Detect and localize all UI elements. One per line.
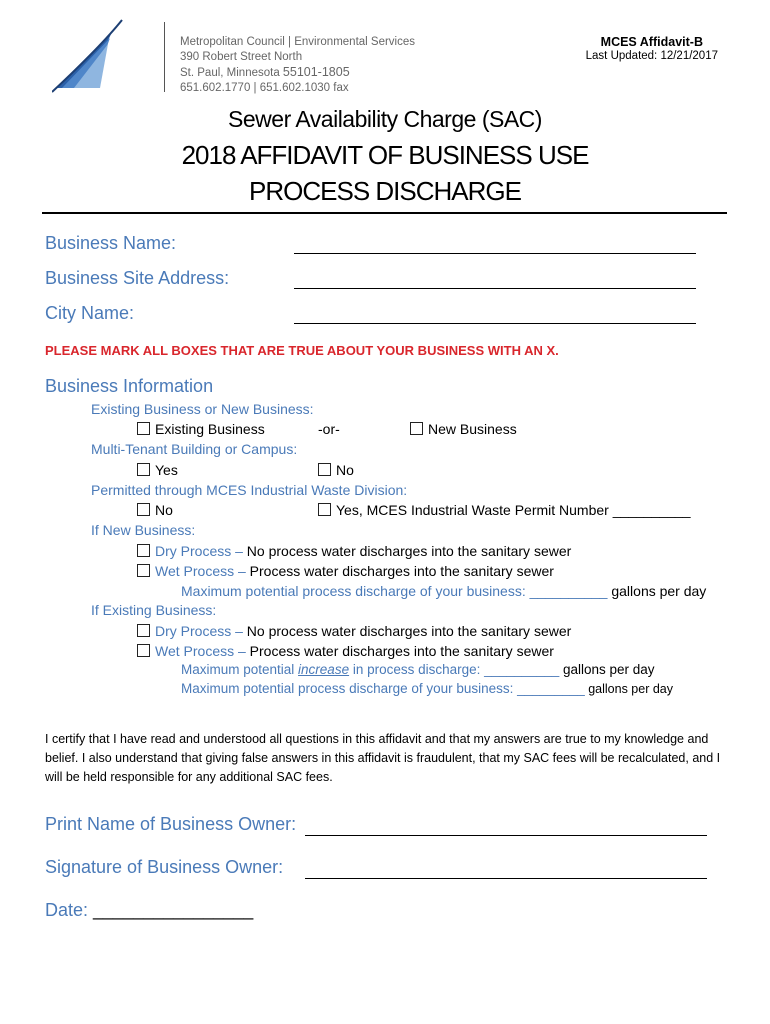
ex-max-discharge-line[interactable] [181, 681, 673, 696]
ex-wet-process-label: Wet Process – [155, 643, 246, 659]
permitted-yes-checkbox[interactable] [318, 503, 331, 516]
instruction-text: PLEASE MARK ALL BOXES THAT ARE TRUE ABOUT YOUR BUSINESS WITH AN X. [45, 343, 559, 358]
permitted-no-label: No [155, 502, 173, 518]
new-business-checkbox[interactable] [410, 422, 423, 435]
title-line3: PROCESS DISCHARGE [249, 176, 521, 206]
ex-wet-process-checkbox[interactable] [137, 644, 150, 657]
signature-field[interactable] [305, 877, 707, 879]
existing-business-option[interactable] [137, 421, 265, 437]
title-rule [42, 212, 727, 214]
multi-tenant-no-checkbox[interactable] [318, 463, 331, 476]
new-business-option[interactable] [410, 421, 517, 437]
permitted-no-checkbox[interactable] [137, 503, 150, 516]
org-phone: 651.602.1770 | 651.602.1030 fax [180, 82, 349, 94]
title-line2: 2018 AFFIDAVIT OF BUSINESS USE [181, 140, 589, 170]
org-city: St. Paul, Minnesota [180, 67, 283, 79]
ex-dry-process-checkbox[interactable] [137, 624, 150, 637]
new-wet-process-option[interactable] [137, 563, 554, 579]
print-name-field[interactable] [305, 834, 707, 836]
multi-tenant-yes-option[interactable] [137, 462, 178, 478]
date-label: Date: [45, 900, 94, 920]
new-dry-process-text: No process water discharges into the sanitary sewer [242, 543, 572, 559]
q2-label: Multi-Tenant Building or Campus: [91, 441, 298, 457]
new-dry-process-option[interactable] [137, 543, 571, 559]
print-name-label: Print Name of Business Owner: [45, 814, 297, 834]
multi-tenant-no-option[interactable] [318, 462, 354, 478]
ex-increase-pre: Maximum potential [181, 662, 299, 677]
ex-max-discharge-unit: gallons per day [584, 682, 673, 696]
permitted-yes-option[interactable] [318, 502, 691, 518]
form-id: MCES Affidavit-B [600, 35, 703, 49]
new-wet-process-checkbox[interactable] [137, 564, 150, 577]
ex-wet-process-option[interactable] [137, 643, 554, 659]
q3-label: Permitted through MCES Industrial Waste Division: [91, 482, 408, 498]
multi-tenant-yes-checkbox[interactable] [137, 463, 150, 476]
ex-dry-process-label: Dry Process – [155, 623, 243, 639]
new-max-discharge-label: Maximum potential process discharge of your business: __________ [181, 583, 608, 599]
ex-increase-line[interactable] [181, 662, 655, 677]
form-id-block [586, 35, 718, 63]
new-max-discharge-unit: gallons per day [607, 583, 707, 599]
org-zip: 55101-1805 [282, 65, 350, 79]
date-field[interactable]: ________________ [93, 900, 254, 920]
site-address-label: Business Site Address: [45, 268, 230, 288]
ex-dry-process-text: No process water discharges into the sanitary sewer [242, 623, 572, 639]
or-text: -or- [318, 421, 340, 437]
business-name-label: Business Name: [45, 233, 177, 253]
new-dry-process-label: Dry Process – [155, 543, 243, 559]
org-address-block [180, 35, 415, 96]
new-business-heading: If New Business: [91, 522, 196, 538]
new-business-label: New Business [428, 421, 517, 437]
org-name: Metropolitan Council | Environmental Services [180, 36, 416, 48]
title-line1: Sewer Availability Charge (SAC) [228, 106, 542, 132]
site-address-field[interactable] [294, 287, 696, 289]
business-name-field[interactable] [294, 252, 696, 254]
new-dry-process-checkbox[interactable] [137, 544, 150, 557]
existing-business-label: Existing Business [155, 421, 265, 437]
org-city-line [180, 65, 415, 81]
header-divider [164, 22, 165, 92]
multi-tenant-no-label: No [336, 462, 354, 478]
multi-tenant-yes-label: Yes [155, 462, 178, 478]
existing-business-checkbox[interactable] [137, 422, 150, 435]
ex-dry-process-option[interactable] [137, 623, 571, 639]
ex-increase-word: increase [298, 662, 350, 677]
org-street: 390 Robert Street North [180, 51, 303, 63]
new-wet-process-text: Process water discharges into the sanitary sewer [245, 563, 554, 579]
new-max-discharge-line[interactable] [181, 583, 706, 599]
ex-max-discharge-label: Maximum potential process discharge of your business: _________ [181, 681, 585, 696]
permitted-no-option[interactable] [137, 502, 173, 518]
business-info-heading: Business Information [45, 376, 214, 396]
ex-increase-post: in process discharge: __________ [349, 662, 560, 677]
city-name-label: City Name: [45, 303, 135, 323]
date-line[interactable] [45, 900, 253, 921]
new-wet-process-label: Wet Process – [155, 563, 246, 579]
q1-label: Existing Business or New Business: [91, 401, 314, 417]
existing-business-heading: If Existing Business: [91, 602, 217, 618]
last-updated: Last Updated: 12/21/2017 [585, 50, 718, 62]
permitted-yes-label: Yes, MCES Industrial Waste Permit Number __________ [336, 502, 691, 518]
ex-wet-process-text: Process water discharges into the sanitary sewer [245, 643, 554, 659]
certification-text: I certify that I have read and understood all questions in this affidavit and that my answers are true to my knowledge and belief. I also understand that giving false answers in this affidavit is fraudulent, that my SAC fees will be recalculated, and I will be held responsible for any additional SAC fees. [45, 732, 721, 784]
city-name-field[interactable] [294, 322, 696, 324]
metropolitan-council-logo-icon [52, 18, 132, 99]
signature-label: Signature of Business Owner: [45, 857, 284, 877]
ex-increase-unit: gallons per day [559, 662, 655, 677]
